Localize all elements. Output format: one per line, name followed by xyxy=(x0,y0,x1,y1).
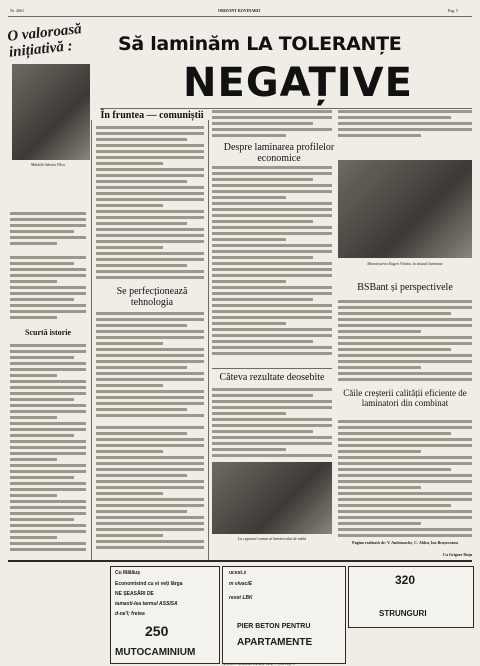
ad-left-line3: tamasti-lea tarmul ASSISA xyxy=(115,601,178,607)
col3-body-top xyxy=(212,110,332,140)
section-scurta-heading: Scurtă istorie xyxy=(25,328,71,337)
ad-left-top: Cu Mălăuș xyxy=(115,570,141,576)
section-tech-heading: Se perfecționează tehnologia xyxy=(116,286,188,308)
col3-rule xyxy=(212,368,332,369)
caption-left: Mihăilă Adrian Vîlcu xyxy=(30,162,66,167)
banner-main-title: Să laminăm LA TOLERANȚE xyxy=(118,33,402,55)
sign-off: Cu Grigore Duțu xyxy=(442,552,472,557)
ad-center-top: ucest.x xyxy=(229,570,247,576)
section-cai-heading: Căile creșterii calității eficiente de laminatori din combinat xyxy=(343,388,467,408)
col4-body-2 xyxy=(338,420,472,540)
left-column-body-top xyxy=(10,212,86,252)
ad-right xyxy=(348,566,474,628)
issue-number: Nr. 2661 xyxy=(10,8,24,13)
portrait-photo xyxy=(12,64,90,160)
main-subtitle: În fruntea — comuniștii xyxy=(100,110,204,121)
header-rule xyxy=(8,16,472,17)
tech-article-body xyxy=(96,312,204,422)
middle-photo xyxy=(212,462,332,534)
ad-center-bottom: APARTAMENTE xyxy=(237,637,313,648)
ads-rule xyxy=(8,560,472,562)
col3-rez-body xyxy=(212,388,332,460)
col4-body xyxy=(338,300,472,384)
section-bsbant-heading: BSBant și perspectivele xyxy=(357,282,453,293)
ad-center-line2: reset LBK xyxy=(229,595,253,601)
col3-body xyxy=(212,166,332,362)
banner-big-word: NEGAȚIVE xyxy=(183,60,413,106)
footer-tiny: Tipografia Combinatului Siderurgic Galați — Com. 1984 / 0 xyxy=(222,662,295,666)
ad-right-top: 320 xyxy=(395,573,416,587)
ad-left-line2: NE ȘEASĂRI DE xyxy=(115,591,154,597)
ad-right-label: STRUNGURI xyxy=(379,609,427,618)
column-rule-1 xyxy=(91,120,92,560)
ad-center-line1: m vivaciE xyxy=(229,581,253,587)
column-rule-2 xyxy=(208,120,209,560)
caption-middle: La cuptorul comun al laminorului de tablă xyxy=(237,536,307,541)
ad-left-line1: Economisind cu ei veți lărga xyxy=(115,581,183,587)
ad-left-number: 250 xyxy=(145,623,169,639)
ad-center-line3: PIER BETON PENTRU xyxy=(237,623,311,630)
ad-left xyxy=(110,566,220,664)
section-prod-heading: Despre laminarea profilelor economice xyxy=(223,142,335,164)
banner-rule xyxy=(100,108,472,109)
ad-center xyxy=(222,566,346,664)
caption-right: Muncitoarea Eugen Vînătu, la situații laminate xyxy=(367,261,443,266)
ad-left-bottom: MUTOCAMINIUM xyxy=(115,647,196,658)
ad-left-line4: d-ne'l; fretea xyxy=(115,611,145,617)
left-column-body-bottom xyxy=(10,344,86,556)
main-article-body xyxy=(96,126,204,282)
page-number: Pag. 5 xyxy=(448,8,458,13)
banner xyxy=(8,20,472,118)
banner-left-title: O valoroasă inițiativă : xyxy=(6,21,83,61)
section-rez-heading: Câteva rezultate deosebite xyxy=(219,372,325,383)
worker-photo xyxy=(338,160,472,258)
masthead: ORIZONT ROVINARII xyxy=(218,8,261,13)
col4-body-top xyxy=(338,110,472,140)
tech-article-body-2 xyxy=(96,426,204,554)
left-column-body-mid xyxy=(10,256,86,324)
bottom-note: Pagina realizată de: V. Andronache, C. Aldea, Ion Brașoveanu xyxy=(352,540,458,545)
